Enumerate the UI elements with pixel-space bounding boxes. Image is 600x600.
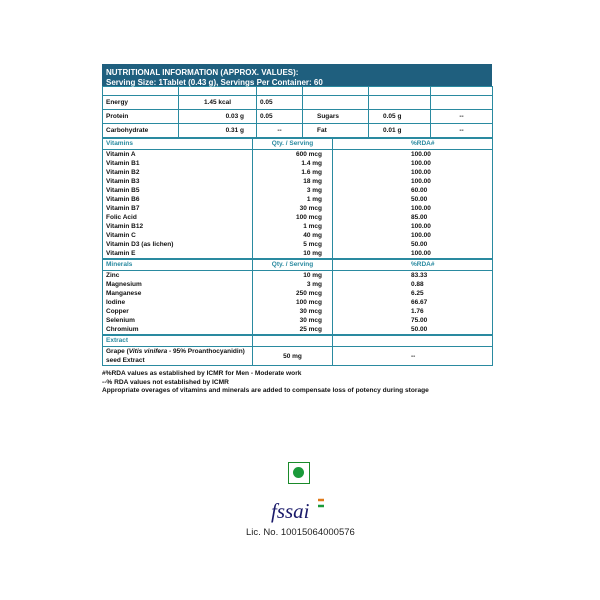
macro-rda-2: -- xyxy=(431,110,493,124)
nutrition-label xyxy=(102,64,492,396)
vitamins-title: Vitamins xyxy=(103,139,253,150)
extract-rda: -- xyxy=(333,347,493,366)
vitamins-header-row xyxy=(103,139,493,150)
vitamins-qty-header: Qty. / Serving xyxy=(253,139,333,150)
macro-row-energy xyxy=(103,96,493,110)
fssai-logo-text: fssai xyxy=(271,499,310,523)
minerals-table xyxy=(102,259,493,335)
extract-empty-cell xyxy=(253,336,333,347)
mineral-names: Zinc Magnesium Manganese Iodine Copper Selenium Chromium xyxy=(103,271,253,335)
veg-dot xyxy=(293,467,304,478)
extract-qty: 50 mg xyxy=(253,347,333,366)
extract-empty-cell xyxy=(333,336,493,347)
serving-size: Serving Size: 1Tablet (0.43 g), Servings Per Container: 60 xyxy=(106,78,323,87)
macro-rda-2: -- xyxy=(431,124,493,138)
macro-value-2: 0.01 g xyxy=(369,124,431,138)
extract-header-row xyxy=(103,336,493,347)
macro-value-2 xyxy=(369,96,431,110)
vitamins-list-row xyxy=(103,150,493,259)
vitamin-quantities: 600 mcg 1.4 mg 1.6 mg 18 mg 3 mg 1 mg 30 mcg 100 mcg 1 mcg 40 mg 5 mcg 10 mg xyxy=(253,150,333,259)
macro-name-2 xyxy=(303,96,369,110)
macro-value: 1.45 kcal xyxy=(179,96,257,110)
extract-row xyxy=(103,347,493,366)
macro-rda: -- xyxy=(257,124,303,138)
extract-name xyxy=(103,347,253,366)
extract-name-line2: seed Extract xyxy=(106,357,145,364)
extract-title: Extract xyxy=(103,336,253,347)
mineral-quantities: 10 mg 3 mg 250 mcg 100 mcg 30 mcg 30 mcg 25 mcg xyxy=(253,271,333,335)
macro-rda-2 xyxy=(431,96,493,110)
macro-name-2: Sugars xyxy=(303,110,369,124)
footnote-rda: #%RDA values as established by ICMR for Men - Moderate work xyxy=(102,370,302,377)
extract-name-pre: Grape ( xyxy=(106,348,129,355)
minerals-rda-header: %RDA# xyxy=(333,260,493,271)
license-number: Lic. No. 10015064000576 xyxy=(246,527,355,538)
minerals-list-row xyxy=(103,271,493,335)
minerals-title: Minerals xyxy=(103,260,253,271)
macro-value: 0.31 g xyxy=(179,124,257,138)
macro-row-protein xyxy=(103,110,493,124)
veg-mark-icon xyxy=(288,462,310,484)
header-title: NUTRITIONAL INFORMATION (APPROX. VALUES): xyxy=(106,68,299,77)
macro-name: Energy xyxy=(103,96,179,110)
macro-value-2: 0.05 g xyxy=(369,110,431,124)
vitamins-rda-header: %RDA# xyxy=(333,139,493,150)
vitamin-names: Vitamin A Vitamin B1 Vitamin B2 Vitamin B3 Vitamin B5 Vitamin B6 Vitamin B7 Folic Acid Vitamin B12 Vitamin C Vitamin D3 (as lichen) Vitamin E xyxy=(103,150,253,259)
macro-name-2: Fat xyxy=(303,124,369,138)
vitamins-table xyxy=(102,138,493,259)
mineral-rda-values: 83.33 0.88 6.25 66.67 1.76 75.00 50.00 xyxy=(333,271,493,335)
extract-table xyxy=(102,335,493,366)
fssai-logo xyxy=(268,496,338,524)
macro-value: 0.03 g xyxy=(179,110,257,124)
footnotes xyxy=(102,370,492,396)
macro-name: Carbohydrate xyxy=(103,124,179,138)
footnote-overages: Appropriate overages of vitamins and minerals are added to compensate loss of potency during storage xyxy=(102,387,429,394)
footnote-not-established: --% RDA values not established by ICMR xyxy=(102,378,229,386)
minerals-header-row xyxy=(103,260,493,271)
extract-name-post: - 95% Proanthocyanidin) xyxy=(167,348,245,355)
macro-name: Protein xyxy=(103,110,179,124)
vitamin-rda-values: 100.00 100.00 100.00 100.00 60.00 50.00 100.00 85.00 100.00 100.00 50.00 100.00 xyxy=(333,150,493,259)
macro-rda: 0.05 xyxy=(257,96,303,110)
nutrition-header xyxy=(102,64,492,86)
minerals-qty-header: Qty. / Serving xyxy=(253,260,333,271)
macro-table xyxy=(102,86,493,138)
extract-name-italic: Vitis vinifera xyxy=(128,348,168,355)
macro-rda: 0.05 xyxy=(257,110,303,124)
macro-row-carbohydrate xyxy=(103,124,493,138)
